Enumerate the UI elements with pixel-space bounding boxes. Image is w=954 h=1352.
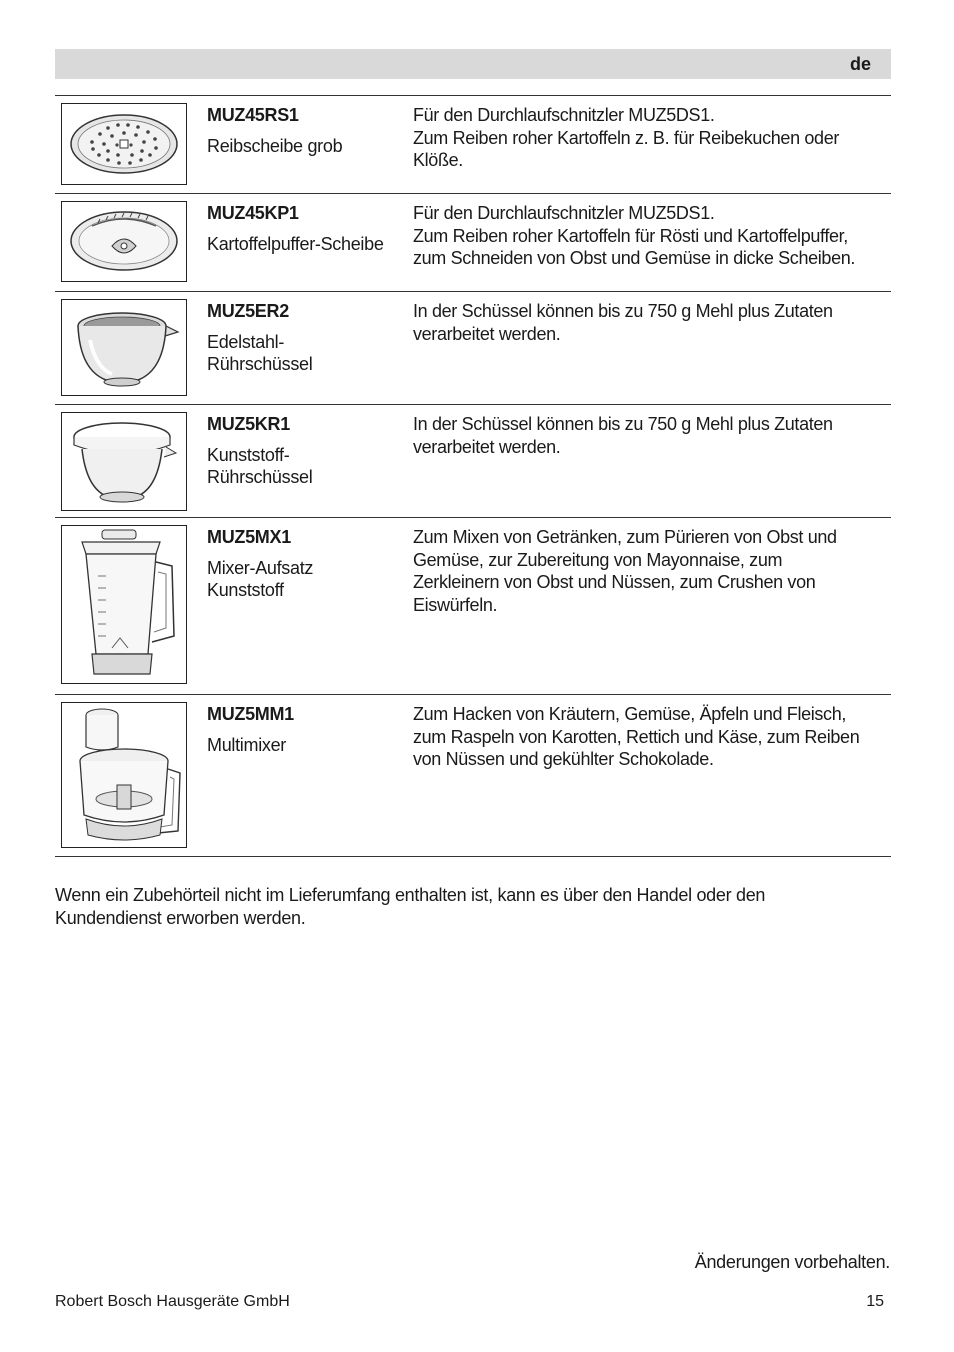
table-row — [55, 194, 891, 292]
product-name: Reibscheibe grob — [207, 136, 343, 156]
table-row — [55, 96, 891, 194]
product-name-line: Edelstahl- — [207, 332, 285, 352]
description-line: Zum Hacken von Kräutern, Gemüse, Äpfeln und Fleisch, — [413, 704, 847, 724]
plastic-bowl-image — [61, 412, 187, 511]
blender-attachment-image — [61, 525, 187, 684]
description-line: zum Raspeln von Karotten, Rettich und Käse, zum Reiben — [413, 726, 860, 747]
product-name-line: Kunststoff- — [207, 445, 290, 465]
product-name-cell — [207, 413, 407, 488]
product-name-cell — [207, 202, 407, 255]
description-line: Eiswürfeln. — [413, 594, 498, 615]
description-line: Zum Reiben roher Kartoffeln z. B. für Reibekuchen oder — [413, 127, 840, 148]
product-description — [413, 413, 893, 458]
multimixer-image — [61, 702, 187, 848]
product-name-line: Mixer-Aufsatz — [207, 558, 314, 578]
grating-disc-coarse-image — [61, 103, 187, 185]
description-line: von Nüssen und gekühlter Schokolade. — [413, 749, 714, 769]
product-code: MUZ5MM1 — [207, 704, 294, 724]
description-line: verarbeitet werden. — [413, 323, 561, 344]
product-name-cell — [207, 526, 407, 601]
product-name-line: Kunststoff — [207, 580, 284, 600]
description-line: Zum Reiben roher Kartoffeln für Rösti und Kartoffelpuffer, — [413, 225, 848, 246]
description-line: Für den Durchlaufschnitzler MUZ5DS1. — [413, 203, 715, 223]
description-line: Zum Mixen von Getränken, zum Pürieren von Obst und — [413, 527, 837, 547]
note-line: Wenn ein Zubehörteil nicht im Lieferumfang enthalten ist, kann es über den Handel oder den — [55, 885, 766, 905]
product-code: MUZ45RS1 — [207, 105, 299, 125]
description-line: Für den Durchlaufschnitzler MUZ5DS1. — [413, 105, 715, 125]
product-name-line: Rührschüssel — [207, 467, 313, 487]
table-row — [55, 518, 891, 695]
stainless-steel-bowl-image — [61, 299, 187, 396]
product-description — [413, 703, 893, 771]
accessories-table — [55, 95, 891, 857]
product-name-cell — [207, 300, 407, 375]
product-description — [413, 202, 893, 270]
product-name-cell — [207, 104, 407, 157]
product-description — [413, 526, 893, 616]
description-line: verarbeitet werden. — [413, 436, 561, 457]
product-code: MUZ5MX1 — [207, 527, 291, 547]
product-description — [413, 104, 893, 172]
product-code: MUZ5ER2 — [207, 301, 289, 321]
product-name: Kartoffelpuffer-Scheibe — [207, 234, 384, 254]
product-code: MUZ45KP1 — [207, 203, 299, 223]
product-description — [413, 300, 893, 345]
table-row — [55, 695, 891, 857]
description-line: Gemüse, zur Zubereitung von Mayonnaise, zum — [413, 549, 783, 570]
table-row — [55, 405, 891, 518]
description-line: Klöße. — [413, 150, 463, 170]
description-line: In der Schüssel können bis zu 750 g Mehl plus Zutaten — [413, 414, 833, 434]
language-code: de — [849, 54, 871, 74]
product-name-line: Rührschüssel — [207, 354, 313, 374]
description-line: In der Schüssel können bis zu 750 g Mehl plus Zutaten — [413, 301, 833, 321]
changes-notice: Änderungen vorbehalten. — [694, 1252, 890, 1272]
availability-note — [55, 884, 765, 929]
product-code: MUZ5KR1 — [207, 414, 290, 434]
product-name: Multimixer — [207, 735, 287, 755]
page-number: 15 — [866, 1293, 884, 1310]
company-name: Robert Bosch Hausgeräte GmbH — [55, 1293, 290, 1310]
description-line: Zerkleinern von Obst und Nüssen, zum Crushen von — [413, 572, 816, 592]
description-line: zum Schneiden von Obst und Gemüse in dicke Scheiben. — [413, 248, 856, 268]
table-row — [55, 292, 891, 405]
language-header-bar — [55, 49, 891, 79]
note-line: Kundendienst erworben werden. — [55, 907, 306, 928]
potato-pancake-disc-image — [61, 201, 187, 282]
product-name-cell — [207, 703, 407, 756]
